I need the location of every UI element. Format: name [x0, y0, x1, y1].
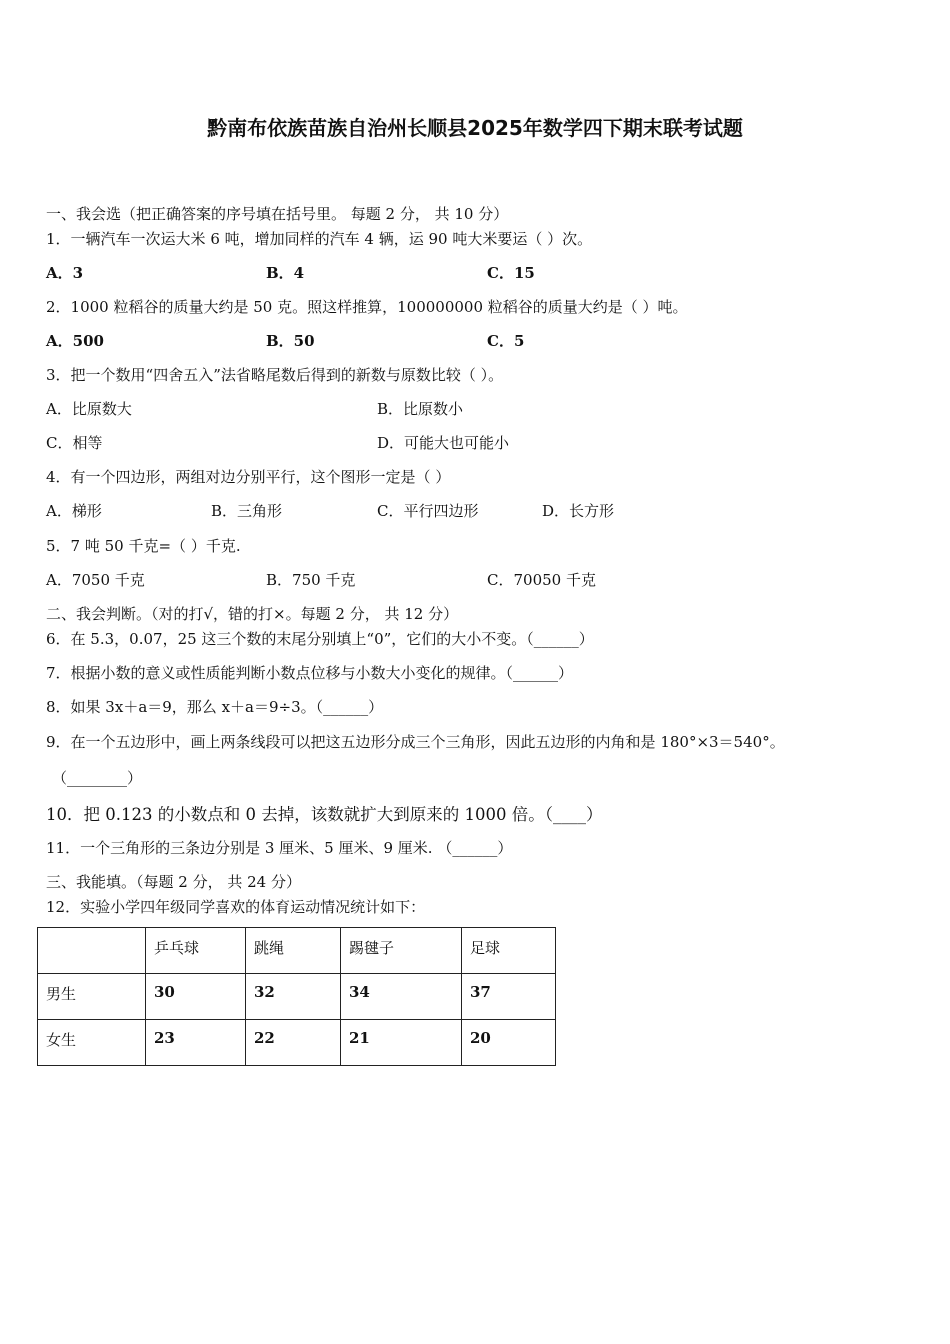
- q3-option-a: A．比原数大: [46, 400, 132, 418]
- table-header-cell: 跳绳: [246, 928, 341, 974]
- table-header-cell: [38, 928, 146, 974]
- table-cell: 37: [462, 974, 556, 1020]
- q4-option-d: D．长方形: [542, 502, 615, 520]
- q5-option-a: A．7050 千克: [46, 571, 145, 589]
- sports-stats-table: [37, 927, 556, 1066]
- question-7: 7．根据小数的意义或性质能判断小数点位移与小数大小变化的规律。（______）: [46, 664, 574, 682]
- question-6: 6．在 5.3，0.07，25 这三个数的末尾分别填上“0”，它们的大小不变。（______）: [46, 630, 594, 648]
- section-2-heading: 二、我会判断。（对的打√，错的打×。每题 2 分， 共 12 分）: [46, 605, 459, 623]
- question-2: 2．1000 粒稻谷的质量大约是 50 克。照这样推算，100000000 粒稻谷的质量大约是（ ）吨。: [46, 298, 688, 316]
- section-1-heading: 一、我会选（把正确答案的序号填在括号里。 每题 2 分， 共 10 分）: [46, 205, 509, 223]
- question-9: 9．在一个五边形中，画上两条线段可以把这五边形分成三个三角形，因此五边形的内角和是 180°×3＝540°。: [46, 733, 785, 751]
- q2-option-c: C．5: [487, 332, 525, 350]
- question-1: 1．一辆汽车一次运大米 6 吨，增加同样的汽车 4 辆，运 90 吨大米要运（ ）次。: [46, 230, 593, 248]
- table-header-cell: 足球: [462, 928, 556, 974]
- q3-option-d: D．可能大也可能小: [377, 434, 510, 452]
- q1-option-b: B．4: [266, 264, 305, 282]
- q5-option-c: C．70050 千克: [487, 571, 596, 589]
- q4-option-c: C．平行四边形: [377, 502, 479, 520]
- table-header-cell: 乒乓球: [146, 928, 246, 974]
- question-8: 8．如果 3x＋a＝9，那么 x＋a＝9÷3。（______）: [46, 698, 384, 716]
- table-header-row: [38, 928, 556, 974]
- table-cell: 20: [462, 1020, 556, 1066]
- section-3-heading: 三、我能填。（每题 2 分， 共 24 分）: [46, 873, 301, 891]
- question-3: 3．把一个数用“四舍五入”法省略尾数后得到的新数与原数比较（ ）。: [46, 366, 504, 384]
- page-title: 黔南布依族苗族自治州长顺县2025年数学四下期末联考试题: [207, 116, 743, 140]
- q2-option-b: B．50: [266, 332, 315, 350]
- q4-option-b: B．三角形: [211, 502, 283, 520]
- table-row-label: 女生: [38, 1020, 146, 1066]
- table-cell: 22: [246, 1020, 341, 1066]
- question-12: 12．实验小学四年级同学喜欢的体育运动情况统计如下：: [46, 898, 426, 916]
- q1-option-c: C．15: [487, 264, 535, 282]
- table-cell: 34: [341, 974, 462, 1020]
- table-cell: 32: [246, 974, 341, 1020]
- table-cell: 23: [146, 1020, 246, 1066]
- question-10: 10．把 0.123 的小数点和 0 去掉，该数就扩大到原来的 1000 倍。（____）: [46, 805, 603, 824]
- q3-option-c: C．相等: [46, 434, 103, 452]
- question-5: 5．7 吨 50 千克=（ ）千克.: [46, 537, 241, 555]
- question-4: 4．有一个四边形，两组对边分别平行，这个图形一定是（ ）: [46, 468, 451, 486]
- q2-option-a: A．500: [46, 332, 104, 350]
- table-cell: 21: [341, 1020, 462, 1066]
- table-row-label: 男生: [38, 974, 146, 1020]
- table-row: [38, 1020, 556, 1066]
- table-header-cell: 踢毽子: [341, 928, 462, 974]
- q4-option-a: A．梯形: [46, 502, 102, 520]
- q1-option-a: A．3: [46, 264, 84, 282]
- q5-option-b: B．750 千克: [266, 571, 356, 589]
- question-9-blank: （________）: [52, 769, 143, 787]
- table-row: [38, 974, 556, 1020]
- q3-option-b: B．比原数小: [377, 400, 464, 418]
- table-cell: 30: [146, 974, 246, 1020]
- question-11: 11．一个三角形的三条边分别是 3 厘米、5 厘米、9 厘米. （______）: [46, 839, 513, 857]
